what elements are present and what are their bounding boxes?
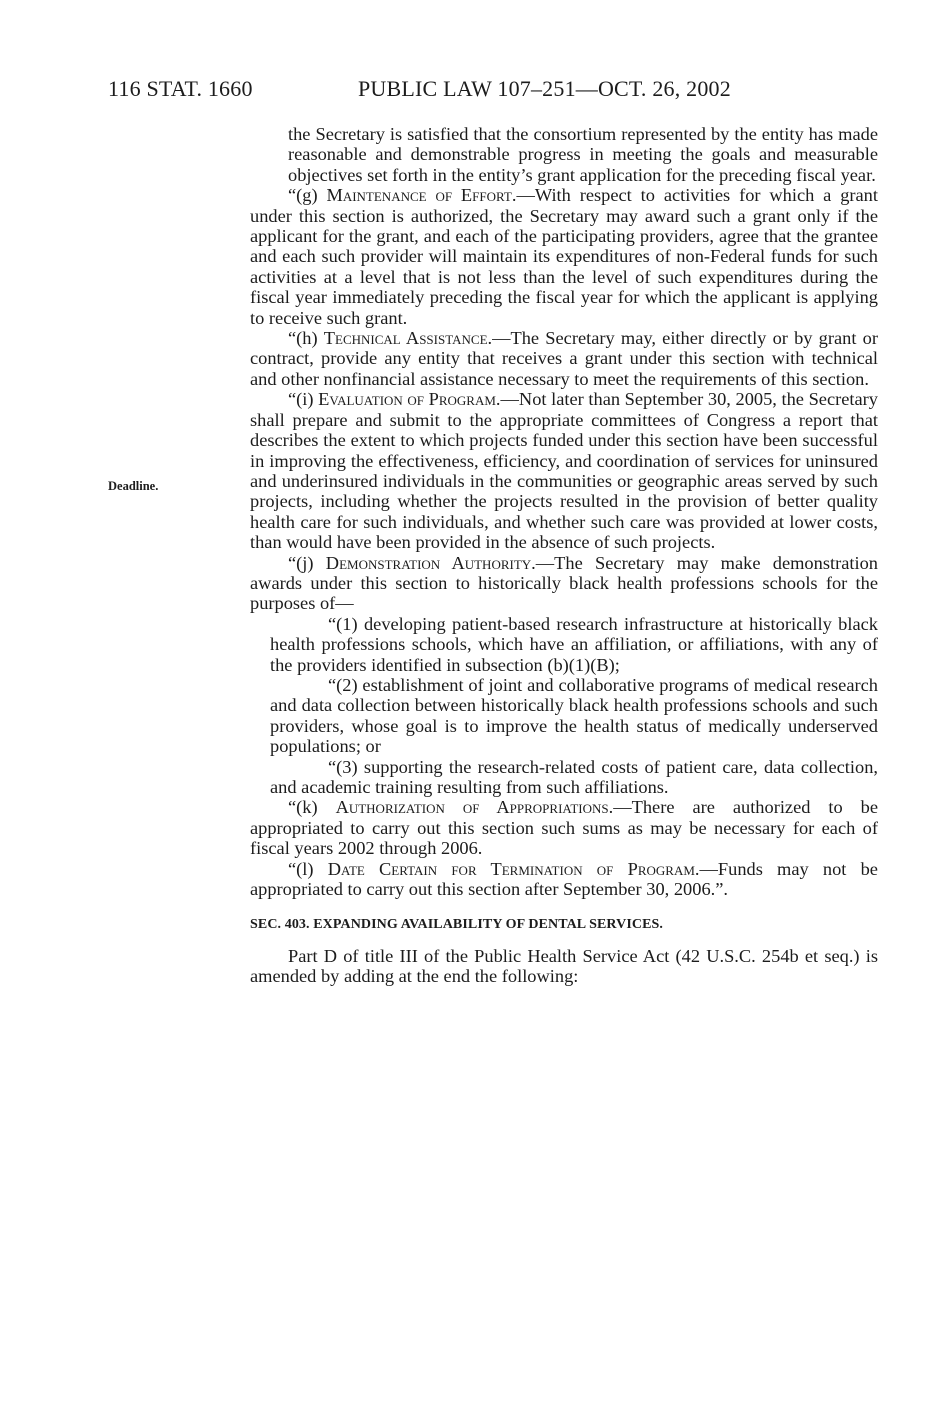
statute-body-text [250, 124, 878, 987]
subsection-i-label: “(i) [288, 389, 319, 410]
subsection-j-label: “(j) [288, 552, 326, 573]
subsection-h-text: —The Secretary may, either directly or by grant or contract, provide any entity that receives a grant under this section with technical and other nonfinancial assistance necessary to meet the requirements of this section. [250, 328, 878, 389]
public-law-running-head: PUBLIC LAW 107–251—OCT. 26, 2002 [358, 76, 731, 101]
subsection-l-heading: Date Certain for Termination of Program. [327, 858, 700, 879]
section-403-heading: SEC. 403. EXPANDING AVAILABILITY OF DENTAL SERVICES. [250, 917, 664, 933]
subsection-g-label: “(g) [288, 185, 327, 206]
carryover-paragraph: the Secretary is satisfied that the consortium represented by the entity has made reasonable and demonstrable progress in meeting the goals and measurable objectives set forth in the entity’s grant application for the preceding fiscal year. [288, 124, 878, 185]
subsection-k-heading: Authorization of Appropriations. [335, 797, 614, 818]
margin-note-deadline: Deadline. [108, 479, 159, 493]
subsection-g-maintenance-of-effort [250, 185, 878, 328]
subsection-h-label: “(h) [288, 328, 324, 349]
subsection-k-text: —There are authorized to be appropriated to carry out this section such sums as may be necessary for each of fiscal years 2002 through 2006. [250, 797, 878, 859]
subsection-k-authorization-of-appropriations [250, 797, 878, 858]
section-403-text: Part D of title III of the Public Health Service Act (42 U.S.C. 254b et seq.) is amended by adding at the end the following: [250, 945, 878, 987]
paragraph-j-3: “(3) supporting the research-related costs of patient care, data collection, and academic training resulting from such affiliations. [270, 756, 878, 797]
subsection-l-text: —Funds may not be appropriated to carry out this section after September 30, 2006.”. [250, 858, 878, 900]
subsection-i-text: —Not later than September 30, 2005, the Secretary shall prepare and submit to the appropriate committees of Congress a report that describes the extent to which projects funded under this section have been successful in improving the effectiveness, efficiency, and coordination of services for uninsured and underinsured individuals in the communities or geographic areas served by such projects, including whether the projects resulted in the provision of better quality health care for such individuals, and whether such care was provided at lower costs, than would have been provided in the absence of such projects. [250, 389, 878, 553]
subsection-k-label: “(k) [288, 797, 336, 818]
subsection-j-demonstration-authority [250, 553, 878, 614]
subsection-i-heading: Evaluation of Program. [318, 389, 501, 410]
stat-page-reference: 116 STAT. 1660 [108, 76, 253, 101]
paragraph-j-2: “(2) establishment of joint and collaborative programs of medical research and data collection between historically black health professions schools and such providers, whose goal is to improve the health status of medically underserved populations; or [270, 674, 878, 757]
paragraph-j-1: “(1) developing patient-based research infrastructure at historically black health professions schools, which have an affiliation, or affiliations, with any of the providers identified in subsection (b)(1)(B); [270, 613, 878, 675]
subsection-h-technical-assistance [250, 328, 878, 389]
subsection-l-date-certain-for-termination [250, 859, 878, 900]
subsection-j-text: —The Secretary may make demonstration awards under this section to historically black health professions schools for the purposes of— [250, 552, 878, 614]
subsection-i-evaluation-of-program [250, 389, 878, 552]
subsection-h-heading: Technical Assistance. [323, 328, 493, 349]
subsection-g-heading: Maintenance of Effort. [326, 185, 517, 206]
subsection-j-heading: Demonstration Authority. [325, 552, 536, 573]
subsection-l-label: “(l) [288, 858, 328, 879]
subsection-g-text: —With respect to activities for which a grant under this section is authorized, the Secretary may award such a grant only if the applicant for the grant, and each of the participating providers, agree that the grantee and each such provider will maintain its expenditures of non-Federal funds for such activities at a level that is not less than the level of such expenditures during the fiscal year immediately preceding the fiscal year for which the applicant is applying to receive such grant. [250, 185, 878, 328]
